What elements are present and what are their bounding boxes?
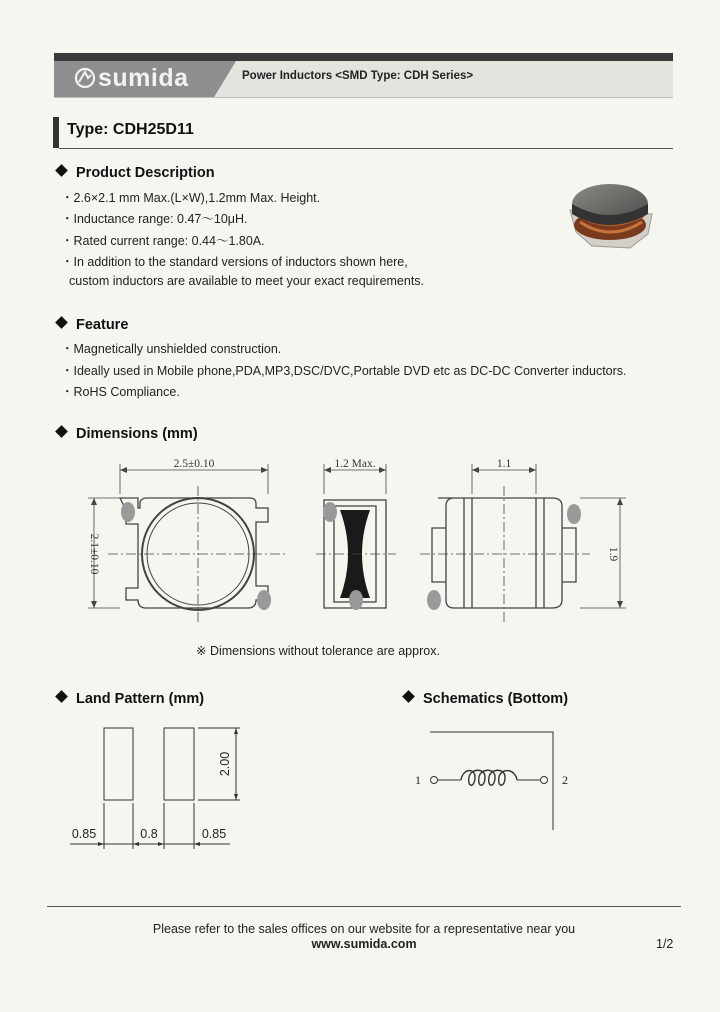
header-title: Power Inductors <SMD Type: CDH Series> <box>242 70 474 82</box>
footer-rule <box>47 906 681 907</box>
land-left-width-label: 0.85 <box>71 827 97 841</box>
land-right-width-label: 0.85 <box>201 827 227 841</box>
brand-logo-text: sumida <box>98 64 189 92</box>
bottom-height-label: 1.9 <box>607 546 619 562</box>
pin1-terminal <box>431 777 438 784</box>
schematic-outline <box>430 732 553 830</box>
desc-line-size: ・2.6×2.1 mm Max.(L×W),1.2mm Max. Height. <box>61 191 321 205</box>
page-number: 1/2 <box>656 937 674 951</box>
dimensions-drawing <box>80 450 640 625</box>
bottom-width-label: 1.1 <box>496 458 512 470</box>
inductor-coil-icon <box>461 770 517 785</box>
desc-line-custom-1: ・In addition to the standard versions of inductors shown here, <box>61 255 408 269</box>
desc-line-custom-2: custom inductors are available to meet your exact requirements. <box>69 274 425 288</box>
type-underline <box>59 148 673 149</box>
pin2-terminal <box>541 777 548 784</box>
land-pad-right <box>164 728 194 800</box>
sumida-logo-icon <box>74 67 96 89</box>
product-description-heading: Product Description <box>57 165 215 181</box>
land-pattern-heading: Land Pattern (mm) <box>57 691 204 707</box>
type-marker-bar <box>53 117 59 148</box>
dimensions-note: ※ Dimensions without tolerance are approx. <box>196 644 440 658</box>
desc-line-current: ・Rated current range: 0.44～1.80A. <box>61 234 265 248</box>
pin1-label: 1 <box>415 773 421 787</box>
dimensions-heading: Dimensions (mm) <box>57 426 198 442</box>
pin2-label: 2 <box>562 773 568 787</box>
land-pattern-drawing <box>60 715 260 855</box>
diamond-bullet-icon <box>55 690 68 703</box>
feature-line-rohs: ・RoHS Compliance. <box>61 385 180 399</box>
land-height-label: 2.00 <box>218 751 232 777</box>
height-dimension-label: 2.1±0.10 <box>88 533 100 575</box>
footer-note: Please refer to the sales offices on our website for a representative near you <box>152 922 576 936</box>
product-type-title: Type: CDH25D11 <box>67 121 194 138</box>
side-dimension-label: 1.2 Max. <box>334 458 376 470</box>
inductor-photo <box>560 170 660 260</box>
feature-line-construction: ・Magnetically unshielded construction. <box>61 342 282 356</box>
diamond-bullet-icon <box>55 316 68 329</box>
diamond-bullet-icon <box>55 164 68 177</box>
header-top-bar <box>54 53 673 61</box>
diamond-bullet-icon <box>55 425 68 438</box>
feature-line-usage: ・Ideally used in Mobile phone,PDA,MP3,DSC/DVC,Portable DVD etc as DC-DC Converter inductors. <box>61 364 627 378</box>
diamond-bullet-icon <box>402 690 415 703</box>
footer-website-link[interactable]: www.sumida.com <box>311 937 417 951</box>
land-pad-left <box>104 728 133 800</box>
desc-line-inductance: ・Inductance range: 0.47～10μH. <box>61 212 248 226</box>
schematic-drawing <box>405 722 585 832</box>
schematics-heading: Schematics (Bottom) <box>404 691 568 707</box>
land-gap-label: 0.8 <box>140 827 158 841</box>
feature-heading: Feature <box>57 317 128 333</box>
width-dimension-label: 2.5±0.10 <box>173 458 215 470</box>
